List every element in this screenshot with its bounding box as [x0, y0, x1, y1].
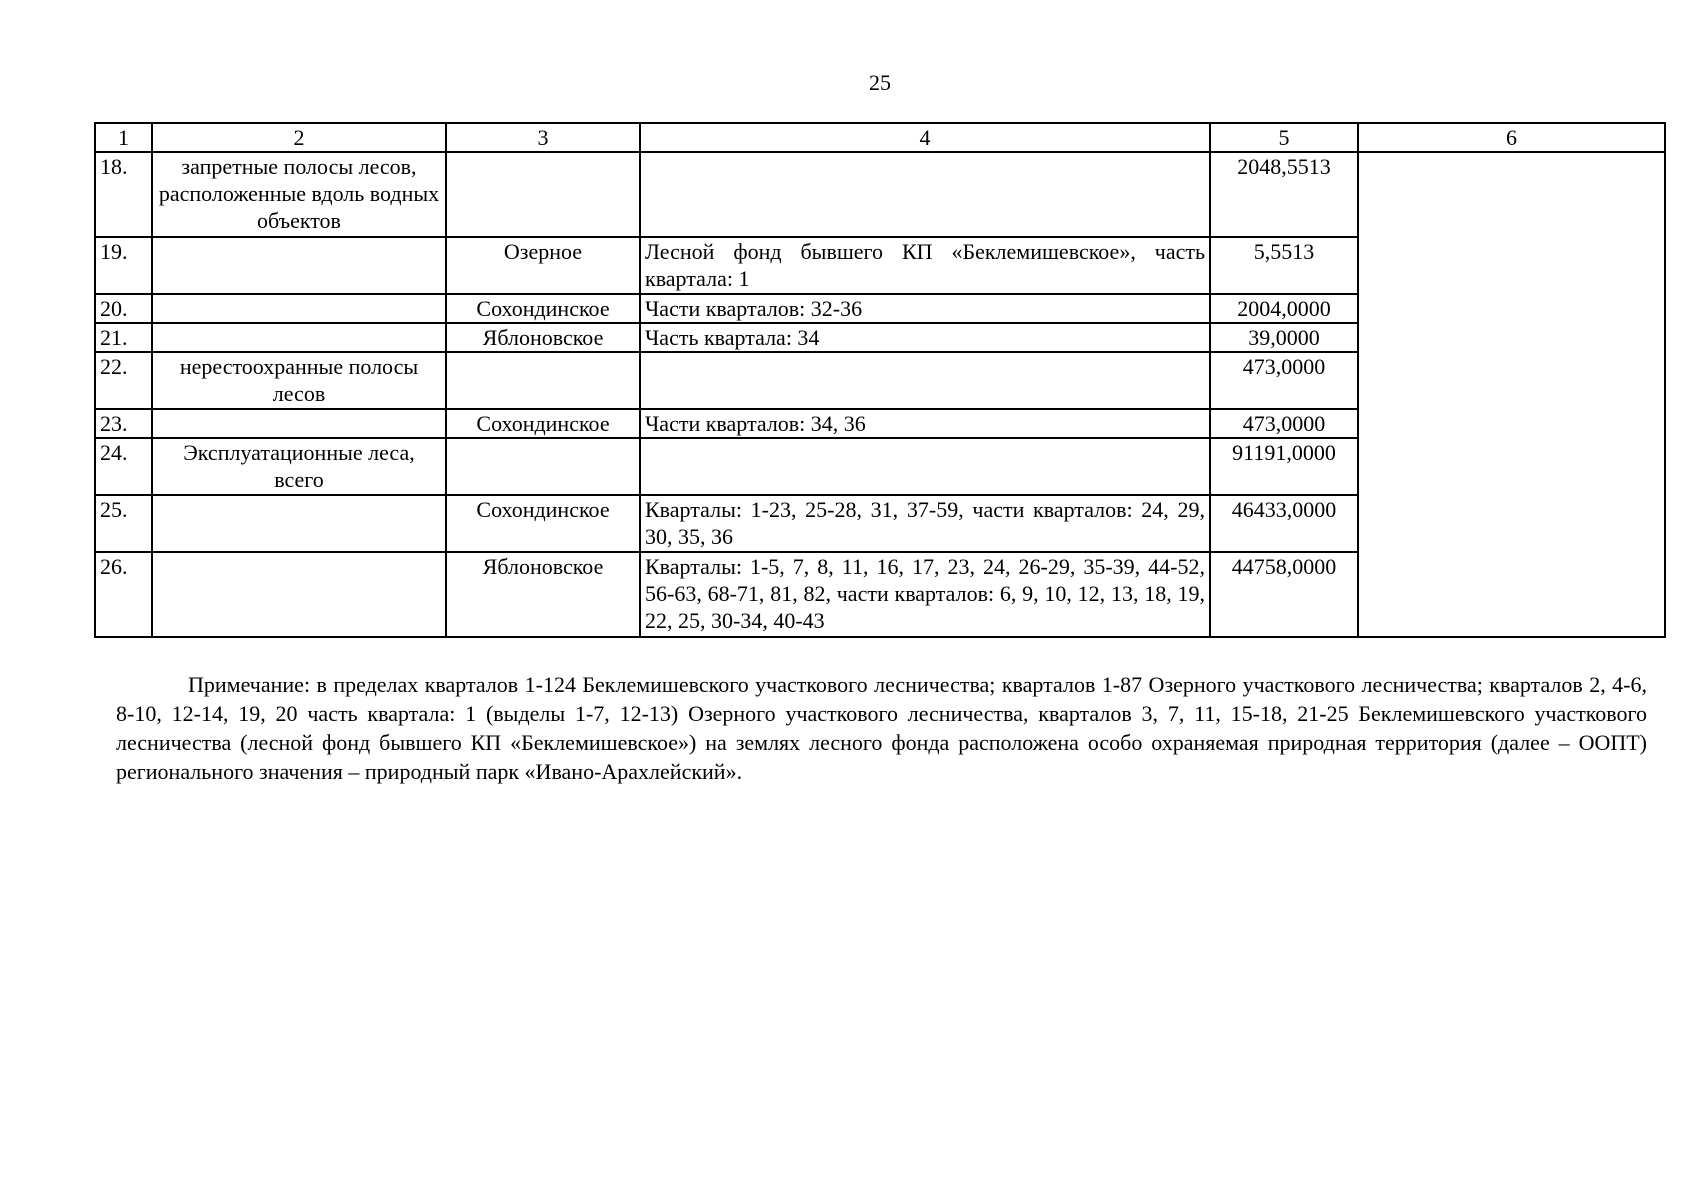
- forest-category: [152, 237, 446, 294]
- column-6-cell: [1358, 152, 1665, 637]
- column-header: 6: [1358, 123, 1665, 152]
- column-header: 2: [152, 123, 446, 152]
- area-value: 2048,5513: [1210, 152, 1358, 237]
- column-header: 5: [1210, 123, 1358, 152]
- forest-category: [152, 323, 446, 352]
- forest-category: [152, 294, 446, 323]
- quarters-description: Лесной фонд бывшего КП «Беклемишевское», часть квартала: 1: [640, 237, 1210, 294]
- district-forestry: Озерное: [446, 237, 640, 294]
- forest-category: [152, 552, 446, 637]
- area-value: 473,0000: [1210, 409, 1358, 438]
- district-forestry: Сохондинское: [446, 409, 640, 438]
- column-header: 3: [446, 123, 640, 152]
- district-forestry: [446, 152, 640, 237]
- district-forestry: Сохондинское: [446, 294, 640, 323]
- row-number: 22.: [95, 352, 152, 409]
- area-value: 44758,0000: [1210, 552, 1358, 637]
- forest-category: [152, 409, 446, 438]
- table-row: [95, 152, 1665, 237]
- row-number: 21.: [95, 323, 152, 352]
- table-header-row: [95, 123, 1665, 152]
- footnote-note: Примечание: в пределах кварталов 1-124 Беклемишевского участкового лесничества; кварталов 1-87 Озерного участкового лесничества; кварталов 2, 4-6, 8-10, 12-14, 19, 20 часть квартала: 1 (выделы 1-7, 12-13) Озерного участкового лесничества, кварталов 3, 7, 11, 15-18, 21-25 Беклемишевского участкового лесничества (лесной фонд бывшего КП «Беклемишевское») на землях лесного фонда расположена особо охраняемая природная территория (далее – ООПТ) регионального значения – природный парк «Ивано-Арахлейский».: [116, 672, 1647, 784]
- area-value: 91191,0000: [1210, 438, 1358, 495]
- forest-category: [152, 495, 446, 552]
- area-value: 39,0000: [1210, 323, 1358, 352]
- district-forestry: [446, 438, 640, 495]
- quarters-description: Части кварталов: 34, 36: [640, 409, 1210, 438]
- area-value: 5,5513: [1210, 237, 1358, 294]
- quarters-description: [640, 438, 1210, 495]
- forest-category: нерестоохранные полосы лесов: [152, 352, 446, 409]
- quarters-description: Часть квартала: 34: [640, 323, 1210, 352]
- page-number: 25: [869, 70, 891, 95]
- row-number: 20.: [95, 294, 152, 323]
- row-number: 26.: [95, 552, 152, 637]
- district-forestry: Яблоновское: [446, 323, 640, 352]
- row-number: 18.: [95, 152, 152, 237]
- quarters-description: Кварталы: 1-23, 25-28, 31, 37-59, части кварталов: 24, 29, 30, 35, 36: [640, 495, 1210, 552]
- area-value: 46433,0000: [1210, 495, 1358, 552]
- forest-category: Эксплуатационные леса, всего: [152, 438, 446, 495]
- quarters-description: Части кварталов: 32-36: [640, 294, 1210, 323]
- row-number: 24.: [95, 438, 152, 495]
- area-value: 473,0000: [1210, 352, 1358, 409]
- area-value: 2004,0000: [1210, 294, 1358, 323]
- forest-category: запретные полосы лесов, расположенные вдоль водных объектов: [152, 152, 446, 237]
- quarters-description: Кварталы: 1-5, 7, 8, 11, 16, 17, 23, 24, 26-29, 35-39, 44-52, 56-63, 68-71, 81, 82, части кварталов: 6, 9, 10, 12, 13, 18, 19, 22, 25, 30-34, 40-43: [640, 552, 1210, 637]
- row-number: 19.: [95, 237, 152, 294]
- district-forestry: [446, 352, 640, 409]
- column-header: 4: [640, 123, 1210, 152]
- district-forestry: Яблоновское: [446, 552, 640, 637]
- quarters-description: [640, 352, 1210, 409]
- quarters-description: [640, 152, 1210, 237]
- district-forestry: Сохондинское: [446, 495, 640, 552]
- row-number: 25.: [95, 495, 152, 552]
- column-header: 1: [95, 123, 152, 152]
- forest-table: [94, 122, 1666, 638]
- row-number: 23.: [95, 409, 152, 438]
